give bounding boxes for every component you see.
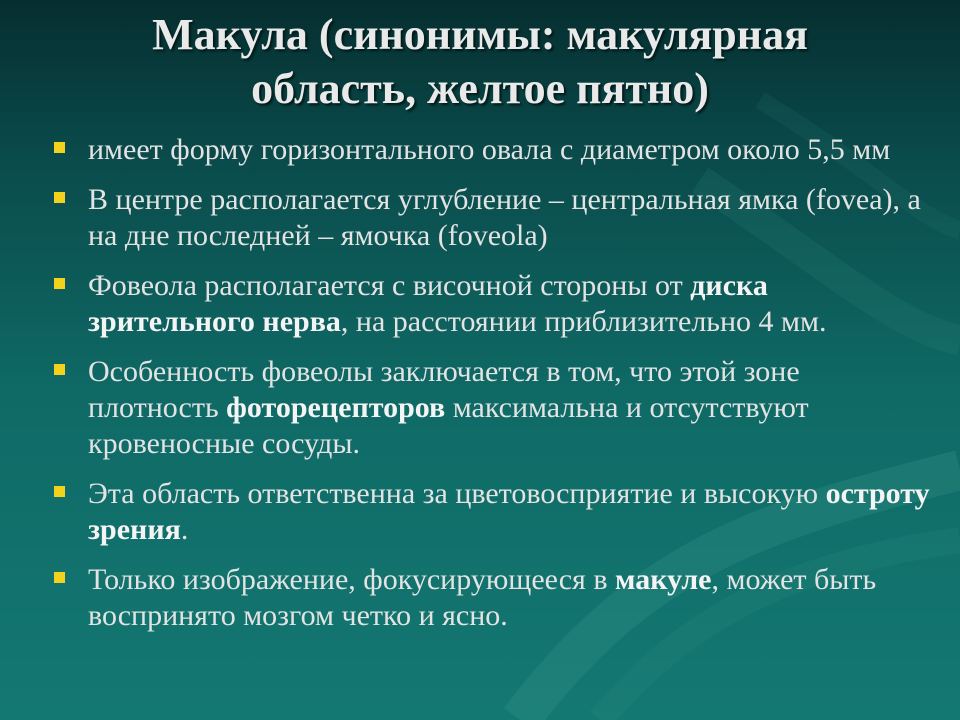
bullet-text: максимальна и отсутствуют кровеносные сосуды.	[88, 391, 809, 460]
bullet-item	[54, 476, 934, 548]
bullet-item	[54, 354, 934, 462]
bullet-item	[54, 182, 934, 254]
bullet-text: Фовеола располагается с височной стороны от	[88, 269, 691, 302]
slide-title	[40, 8, 920, 116]
bullet-emphasis-text: диска зрительного нерва	[88, 269, 768, 338]
bullet-text: В центре располагается углубление – центральная ямка (fovea), а на дне последней – ямочка (foveola)	[88, 183, 921, 252]
bullet-item	[54, 268, 934, 340]
bullet-text: Особенность фовеолы заключается в том, что этой зоне плотность	[88, 355, 800, 424]
square-bullet-icon	[54, 192, 65, 203]
square-bullet-icon	[54, 486, 65, 497]
bullet-text: , на расстоянии приблизительно 4 мм.	[340, 305, 827, 338]
slide-title-line: Макула (синонимы: макулярная	[152, 10, 808, 59]
bullet-text: Только изображение, фокусирующееся в	[88, 563, 615, 596]
bullet-text: имеет форму горизонтального овала с диаметром около 5,5 мм	[88, 133, 891, 166]
bullet-text: .	[180, 513, 189, 546]
bullet-text: Эта область ответственна за цветовосприятие и высокую	[88, 477, 826, 510]
bullet-item	[54, 132, 934, 168]
bullet-text: , может быть воспринято мозгом четко и ясно.	[88, 563, 877, 632]
square-bullet-icon	[54, 364, 65, 375]
square-bullet-icon	[54, 572, 65, 583]
bullet-emphasis-text: остроту зрения	[88, 477, 930, 546]
slide-title-line: область, желтое пятно)	[251, 64, 709, 113]
bullet-emphasis-text: фоторецепторов	[226, 391, 446, 424]
bullet-emphasis-text: макуле	[615, 563, 712, 596]
bullet-list	[54, 132, 934, 648]
square-bullet-icon	[54, 278, 65, 289]
bullet-item	[54, 562, 934, 634]
square-bullet-icon	[54, 142, 65, 153]
